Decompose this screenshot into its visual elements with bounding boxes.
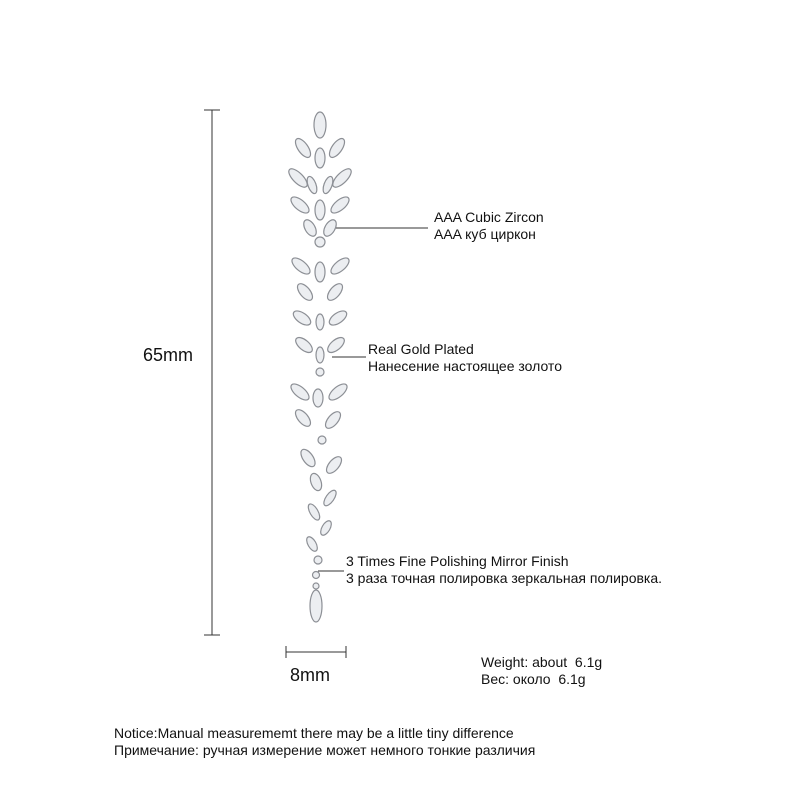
lower-leaf-cluster <box>288 381 349 564</box>
earring-piece <box>286 112 354 622</box>
callout-polish-en: 3 Times Fine Polishing Mirror Finish <box>346 553 569 569</box>
callout-gold-en: Real Gold Plated <box>368 341 474 357</box>
callout-zircon-en: AAA Cubic Zircon <box>434 209 544 225</box>
width-dimension-line <box>286 646 346 658</box>
callout-zircon-ru: AAA куб циркон <box>434 226 536 242</box>
weight-ru: Вес: около 6.1g <box>481 671 586 687</box>
weight-en: Weight: about 6.1g <box>481 654 603 670</box>
callout-zircon <box>434 209 544 243</box>
bottom-drop <box>310 572 322 623</box>
callout-polish-ru: 3 раза точная полировка зеркальная полировка. <box>346 570 663 586</box>
height-dimension-line <box>204 110 220 635</box>
callout-gold <box>368 341 562 375</box>
notice-en: Notice:Manual measurememt there may be a little tiny difference <box>114 725 514 741</box>
middle-leaf-cluster <box>289 255 351 376</box>
notice-ru: Примечание: ручная измерение может немного тонкие различия <box>114 742 536 758</box>
top-leaf-cluster <box>286 112 354 247</box>
notice-block <box>114 725 535 759</box>
weight-block <box>481 654 602 688</box>
width-label: 8mm <box>290 665 330 685</box>
height-label: 65mm <box>143 345 194 365</box>
callout-gold-ru: Нанесение настоящее золото <box>368 358 562 374</box>
callout-polish <box>346 553 662 587</box>
